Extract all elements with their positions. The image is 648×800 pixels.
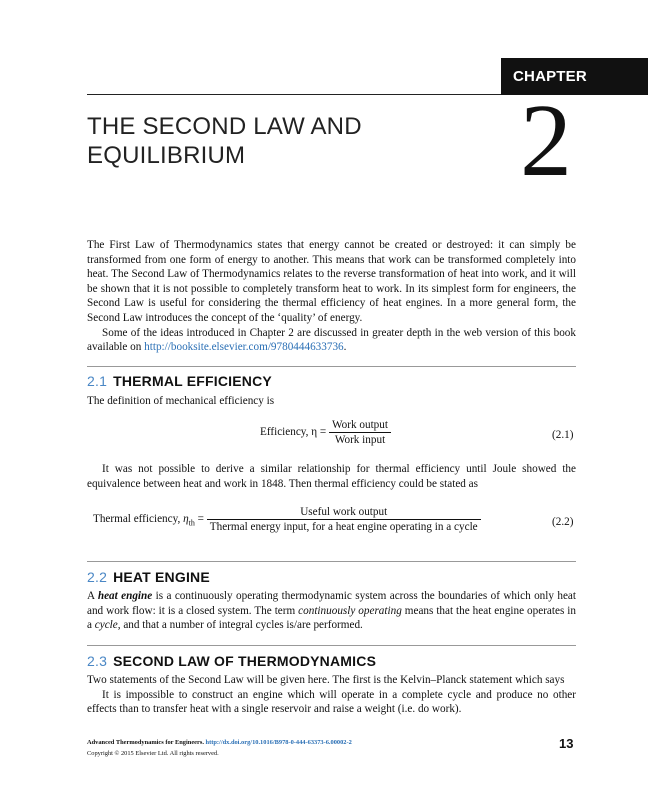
footer-citation bbox=[87, 739, 352, 746]
equals-sign: = bbox=[197, 513, 204, 526]
eta-subscript: th bbox=[188, 518, 195, 528]
intro-p2-text: Some of the ideas introduced in Chapter 2 are discussed in greater depth in the web version of this book available on bbox=[87, 326, 576, 354]
chapter-title-line2: EQUILIBRIUM bbox=[87, 142, 246, 169]
footer-copyright: Copyright © 2015 Elsevier Ltd. All rights reserved. bbox=[87, 750, 219, 757]
footer-book-title: Advanced Thermodynamics for Engineers. bbox=[87, 739, 204, 746]
section-2-3-text bbox=[87, 673, 576, 717]
section-title: SECOND LAW OF THERMODYNAMICS bbox=[113, 653, 377, 669]
equation-fraction bbox=[207, 506, 481, 533]
section-heading-2-3 bbox=[87, 653, 376, 669]
section-title: HEAT ENGINE bbox=[113, 569, 210, 585]
section-2-3-paragraph-1: Two statements of the Second Law will be given here. The first is the Kelvin–Planck statement which says bbox=[87, 674, 565, 686]
equation-number: (2.1) bbox=[552, 429, 574, 441]
header-rule bbox=[87, 94, 501, 95]
text-span: and that a number of integral cycles is/are performed. bbox=[120, 619, 363, 632]
eta-symbol: η bbox=[183, 513, 189, 526]
chapter-title-line1: THE SECOND LAW AND bbox=[87, 113, 362, 140]
equation-numerator: Work output bbox=[329, 419, 391, 433]
intro-text bbox=[87, 238, 576, 355]
kelvin-planck-statement: It is impossible to construct an engine which will operate in a complete cycle and produce no other effects than to transfer heat with a single reservoir and raise a weight (i.e. do work). bbox=[87, 688, 576, 716]
equation-fraction bbox=[329, 419, 391, 446]
term-continuously-operating: continuously operating bbox=[298, 604, 402, 617]
text-span: is a continuously operating thermodynamic system across the boundaries of which only heat and work flow: it is a closed system. The term bbox=[87, 590, 576, 617]
booksite-link[interactable]: http://booksite.elsevier.com/9780444633736 bbox=[144, 341, 344, 354]
equation-lhs-text: Thermal efficiency, bbox=[93, 513, 181, 526]
equation-2-1 bbox=[260, 419, 391, 446]
equation-numerator: Useful work output bbox=[207, 506, 481, 520]
equation-2-2 bbox=[93, 506, 481, 533]
intro-paragraph-2 bbox=[87, 326, 576, 355]
section-divider bbox=[87, 561, 576, 562]
equation-denominator: Thermal energy input, for a heat engine operating in a cycle bbox=[209, 521, 478, 533]
section-divider bbox=[87, 645, 576, 646]
term-cycle: cycle, bbox=[94, 619, 121, 632]
equation-denominator: Work input bbox=[334, 434, 386, 446]
section-2-1-text: It was not possible to derive a similar relationship for thermal efficiency until Joule showed the equivalence between heat and work in 1848. Then thermal efficiency could be stated as bbox=[87, 463, 576, 490]
intro-paragraph-1: The First Law of Thermodynamics states that energy cannot be created or destroyed: it can simply be transformed from one form of energy to another. This means that work can be transformed completely into heat. The Second Law of Thermodynamics relates to the reverse transformation of heat into work, and it will be shown that it is not possible to completely transform heat to work. In its simplest form for engineers, the Second Law is useful for considering the thermal efficiency of heat engines. In a more general form, the Second Law introduces the concept of the ‘quality’ of energy. bbox=[87, 239, 576, 324]
equation-lhs: Efficiency, η = bbox=[260, 426, 327, 439]
text-span: A bbox=[87, 590, 98, 602]
intro-p2-end: . bbox=[343, 341, 347, 354]
term-heat-engine: heat engine bbox=[97, 590, 153, 602]
section-heading-2-2 bbox=[87, 569, 210, 585]
section-2-2-text bbox=[87, 589, 576, 633]
section-2-1-intro: The definition of mechanical efficiency is bbox=[87, 395, 275, 407]
chapter-label: CHAPTER bbox=[501, 58, 648, 95]
section-title: THERMAL EFFICIENCY bbox=[113, 373, 272, 389]
section-divider bbox=[87, 366, 576, 367]
equation-number: (2.2) bbox=[552, 516, 574, 528]
section-number: 2.1 bbox=[87, 373, 108, 389]
footer-doi-link[interactable]: http://dx.doi.org/10.1016/B978-0-444-63373-6.00002-2 bbox=[205, 739, 352, 746]
section-number: 2.3 bbox=[87, 653, 108, 669]
page-number: 13 bbox=[559, 736, 574, 751]
text-span: means that the heat engine operates in a bbox=[87, 604, 576, 632]
chapter-title bbox=[87, 112, 447, 170]
section-number: 2.2 bbox=[87, 569, 108, 585]
chapter-number: 2 bbox=[520, 83, 572, 198]
section-heading-2-1 bbox=[87, 373, 272, 389]
